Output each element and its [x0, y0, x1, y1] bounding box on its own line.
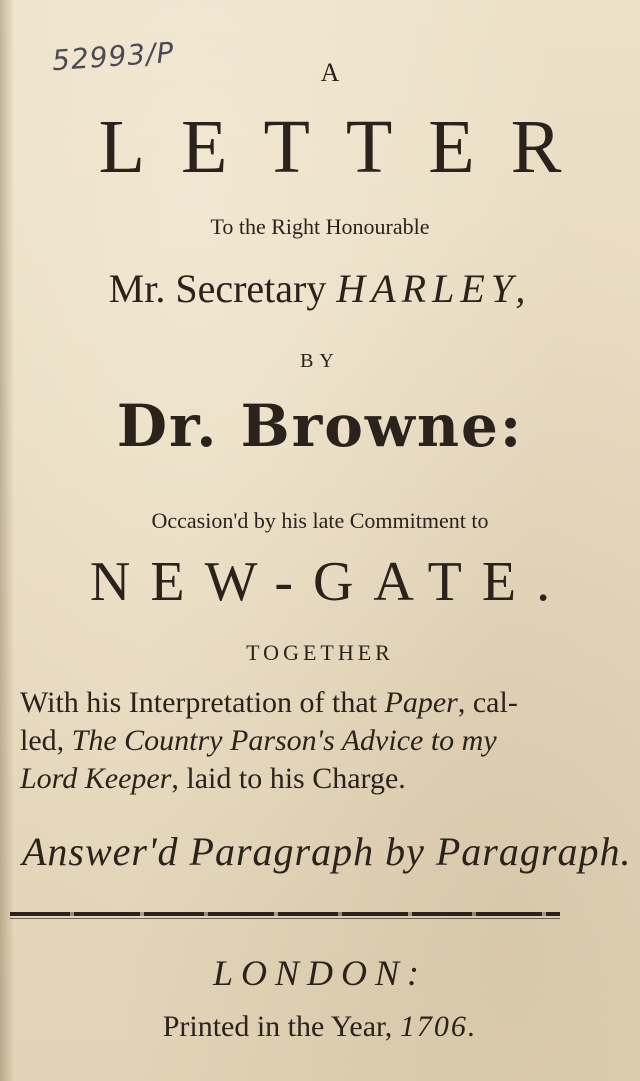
place-name: NEW-GATE.	[89, 551, 571, 613]
addressee-name: HARLEY,	[336, 266, 532, 311]
by-label: BY	[300, 350, 340, 372]
title-word: LETTER	[98, 105, 598, 189]
text-span: , cal-	[457, 686, 518, 719]
interpretation-line-3	[20, 760, 620, 798]
answered-line: Answer'd Paragraph by Paragraph.	[22, 829, 632, 874]
author-name: Dr. Browne:	[116, 392, 524, 460]
imprint-printed: Printed in the Year,	[162, 1010, 393, 1043]
interpretation-line-1	[20, 684, 620, 722]
interpretation-paragraph	[20, 684, 620, 798]
occasion-line: Occasion'd by his late Commitment to	[151, 508, 489, 533]
interpretation-line-2	[20, 722, 620, 760]
text-span: , laid to his Charge.	[171, 762, 406, 795]
text-span: With his Interpretation of that	[20, 686, 385, 719]
imprint-city: LONDON:	[212, 953, 428, 993]
shelfmark-annotation: 52993/P	[50, 35, 176, 78]
addressee-name-line	[0, 265, 640, 312]
italic-span: Lord Keeper	[20, 762, 172, 795]
imprint-line	[0, 1010, 640, 1044]
text-span: led,	[20, 724, 72, 757]
together-heading: TOGETHER	[246, 640, 394, 665]
italic-span: Paper	[384, 686, 458, 719]
addressee-prefix: Mr. Secretary	[108, 266, 327, 311]
ornamental-rule	[10, 912, 560, 916]
addressee-line: To the Right Honourable	[210, 214, 430, 239]
italic-span: The Country Parson's Advice to my	[71, 724, 497, 757]
imprint-year: 1706.	[399, 1010, 478, 1043]
title-article: A	[320, 58, 340, 87]
thin-rule	[10, 918, 560, 919]
